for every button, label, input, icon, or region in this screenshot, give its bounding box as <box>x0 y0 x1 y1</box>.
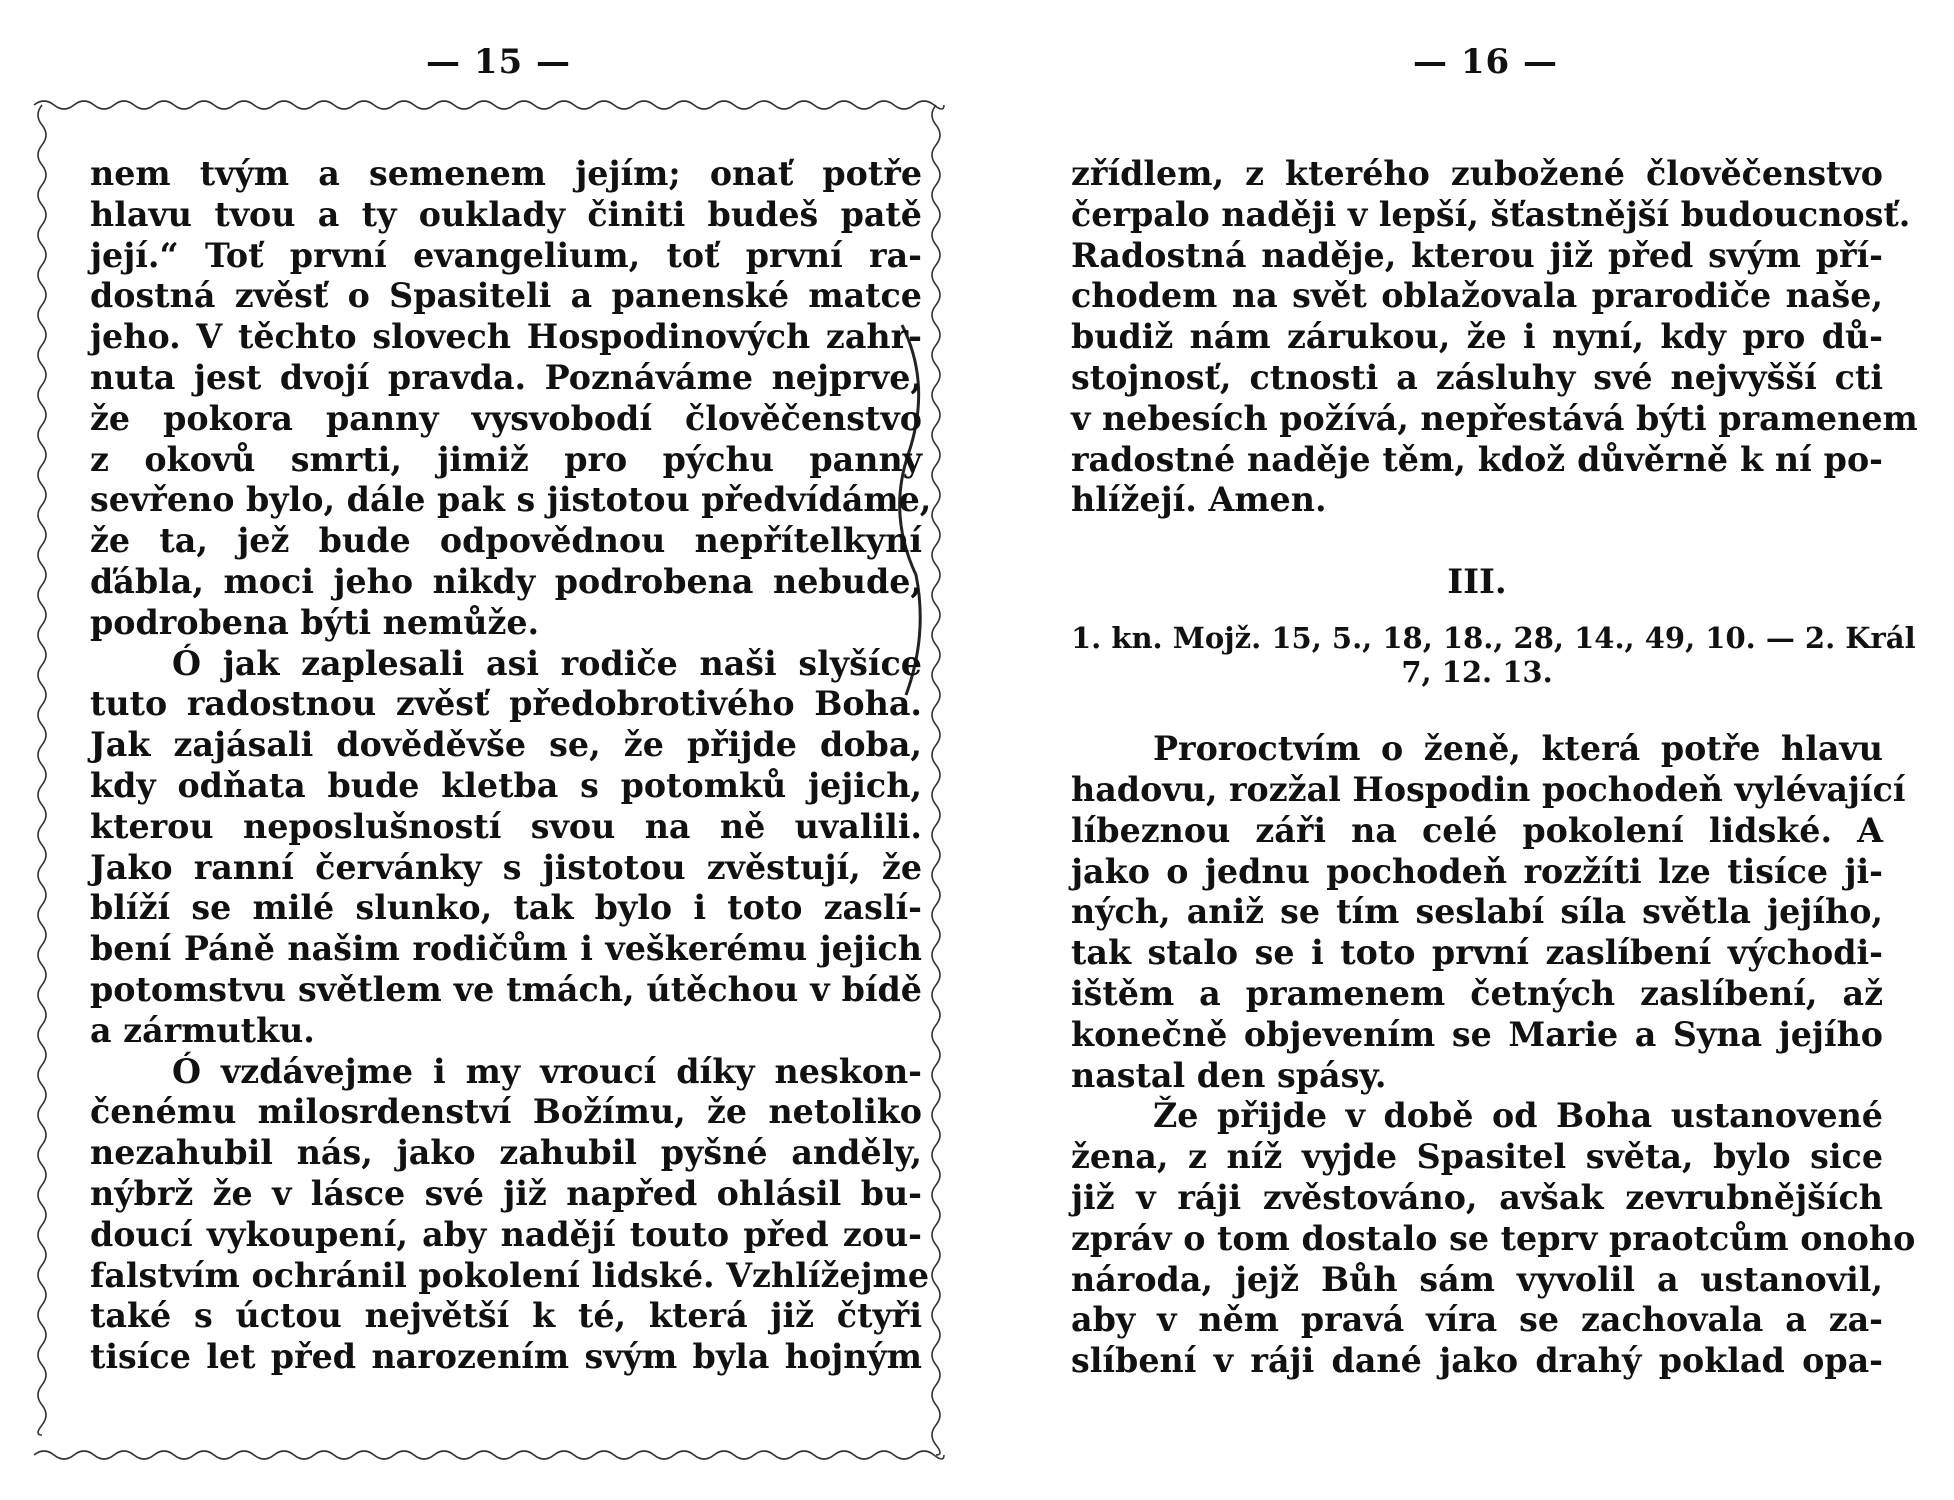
right-page <box>977 0 1954 1500</box>
text-line: hlavu tvou a ty ouklady činiti budeš patě <box>90 194 922 234</box>
spacer <box>1071 521 1883 561</box>
text-line: Že přijde v době od Boha ustanovené <box>1153 1096 1883 1136</box>
text-line: nuta jest dvojí pravda. Poznáváme nejprve, <box>90 357 922 397</box>
text-line: nezahubil nás, jako zahubil pyšné anděly, <box>90 1133 922 1173</box>
text-line: již v ráji zvěstováno, avšak zevrubnějších <box>1071 1177 1883 1217</box>
text-line: a zármutku. <box>90 1010 315 1050</box>
text-line: z okovů smrti, jimiž pro pýchu panny <box>90 439 922 479</box>
text-line: stojnosť, ctnosti a zásluhy své nejvyšší cti <box>1071 357 1883 397</box>
text-line: radostné naděje těm, kdož důvěrně k ní po- <box>1071 439 1883 479</box>
text-line: ných, aniž se tím seslabí síla světla jejího, <box>1071 892 1883 932</box>
text-line: bení Páně našim rodičům i veškerému jejich <box>90 929 922 969</box>
text-line: aby v něm pravá víra se zachovala a za- <box>1071 1300 1883 1340</box>
text-line: jeho. V těchto slovech Hospodinových zahr- <box>90 317 922 357</box>
text-line: v nebesích požívá, nepřestává býti pramenem <box>1071 398 1918 438</box>
text-line: jako o jednu pochodeň rozžíti lze tisíce ji- <box>1071 851 1883 891</box>
text-line: blíží se milé slunko, tak bylo i toto zaslí- <box>90 888 922 928</box>
text-line: kdy odňata bude kletba s potomků jejich, <box>90 765 922 805</box>
left-page-text <box>90 154 932 1378</box>
scripture-reference: 7, 12. 13. <box>1401 655 1553 690</box>
text-line: potomstvu světlem ve tmách, útěchou v bídě <box>90 969 922 1009</box>
text-line: ďábla, moci jeho nikdy podrobena nebude, <box>90 561 922 601</box>
text-line: že ta, jež bude odpovědnou nepřítelkyní <box>90 521 922 561</box>
text-line: čerpalo naději v lepší, šťastnější budoucnosť. <box>1071 194 1911 234</box>
section-heading: III. <box>1447 562 1507 603</box>
text-line: žena, z níž vyjde Spasitel světa, bylo sice <box>1071 1137 1883 1177</box>
spacer <box>1071 689 1883 729</box>
text-line: chodem na svět oblažovala prarodiče naše, <box>1071 276 1883 316</box>
right-page-text <box>1071 154 1918 1382</box>
text-line: doucí vykoupení, aby nadějí touto před zou- <box>90 1214 922 1254</box>
text-line: konečně objevením se Marie a Syna jejího <box>1071 1014 1883 1054</box>
text-line: budiž nám zárukou, že i nyní, kdy pro dů- <box>1071 317 1883 357</box>
text-line: dostná zvěsť o Spasiteli a panenské matce <box>90 276 922 316</box>
page-number: — 15 — <box>426 42 571 82</box>
text-line: falstvím ochránil pokolení lidské. Vzhlížejme <box>90 1255 930 1295</box>
text-line: Proroctvím o ženě, která potře hlavu <box>1153 729 1883 769</box>
text-line: sevřeno bylo, dále pak s jistotou předvídáme, <box>90 480 932 520</box>
text-line: Jako ranní červánky s jistotou zvěstují, že <box>90 847 922 887</box>
text-line: tuto radostnou zvěsť předobrotivého Boha. <box>90 684 922 724</box>
text-line: tisíce let před narozením svým byla hojným <box>90 1337 922 1377</box>
text-line: že pokora panny vysvobodí člověčenstvo <box>90 398 922 438</box>
text-line: Ó jak zaplesali asi rodiče naši slyšíce <box>172 643 922 683</box>
text-line: Ó vzdávejme i my vroucí díky neskon- <box>172 1051 922 1091</box>
text-line: líbeznou záři na celé pokolení lidské. A <box>1071 810 1883 850</box>
text-line: slíbení v ráji dané jako drahý poklad opa- <box>1071 1341 1883 1381</box>
page-number: — 16 — <box>1413 42 1558 82</box>
text-line: zřídlem, z kterého zubožené člověčenstvo <box>1071 154 1883 193</box>
text-line: Jak zajásali dověděvše se, že přijde doba, <box>90 725 922 765</box>
text-line: také s úctou největší k té, která již čtyři <box>90 1296 922 1336</box>
text-line: kterou neposlušností svou na ně uvalili. <box>90 806 922 846</box>
text-line: podrobena býti nemůže. <box>90 602 540 642</box>
text-line: nýbrž že v lásce své již napřed ohlásil bu- <box>90 1173 922 1213</box>
text-line: národa, jejž Bůh sám vyvolil a ustanovil, <box>1071 1259 1883 1299</box>
text-line: čenému milosrdenství Božímu, že netoliko <box>90 1092 922 1132</box>
text-line: Radostná naděje, kterou již před svým pří- <box>1071 235 1883 275</box>
text-line: hadovu, rozžal Hospodin pochodeň vylévající <box>1071 769 1906 809</box>
spacer <box>1071 603 1883 621</box>
text-line: ištěm a pramenem četných zaslíbení, až <box>1071 973 1883 1013</box>
text-line: zpráv o tom dostalo se teprv praotcům onoho <box>1071 1218 1916 1258</box>
text-line: její.“ Toť první evangelium, toť první ra- <box>90 235 922 275</box>
text-line: nastal den spásy. <box>1071 1055 1387 1095</box>
text-line: nem tvým a semenem jejím; onať potře <box>90 154 922 193</box>
scripture-reference: 1. kn. Mojž. 15, 5., 18, 18., 28, 14., 49, 10. — 2. Král <box>1071 621 1916 656</box>
text-line: tak stalo se i toto první zaslíbení východi- <box>1071 933 1883 973</box>
text-line: hlížejí. Amen. <box>1071 480 1327 520</box>
